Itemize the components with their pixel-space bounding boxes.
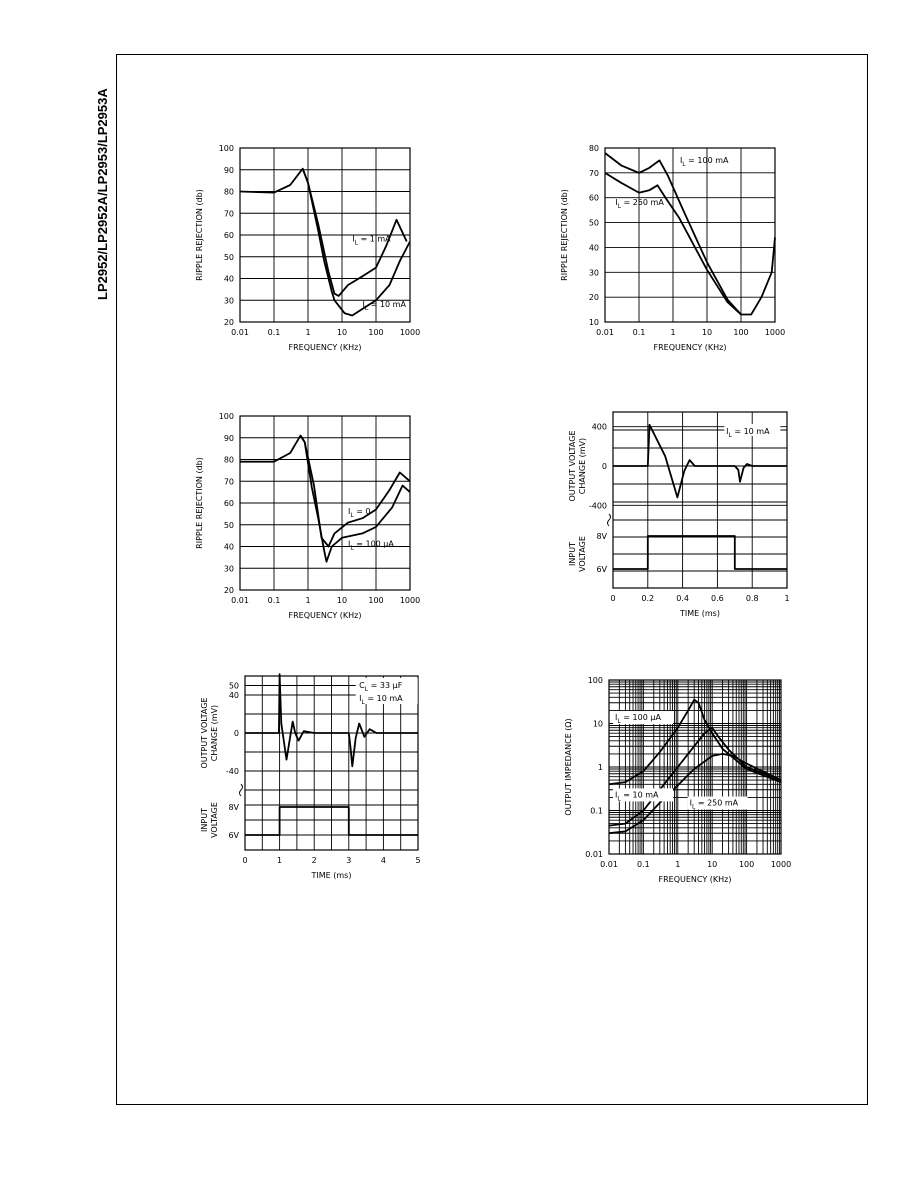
y-tick-label: 30 [223,296,234,306]
y-tick-label: 90 [223,433,234,443]
series-annotation: $I_L = 100$ mA [679,155,729,168]
x-tick-label: 0.2 [641,594,655,603]
x-tick-label: 3 [346,856,352,865]
x-tick-label: 1 [277,856,283,865]
y-tick-label: 80 [223,455,234,465]
series-annotation: $C_L = 33$ μF [359,681,403,693]
y-tick-label: 50 [223,252,234,262]
y-tick-label: 8V [596,532,607,541]
x-tick-label: 1 [305,328,311,337]
y-axis-label-input: INPUT [200,808,209,832]
series-curve [240,169,407,296]
y-tick-label: 100 [218,412,234,421]
x-tick-label: 0.01 [231,596,249,605]
y-tick-label: 100 [587,676,603,685]
series-annotation: $I_L = 100$ μA [347,539,394,552]
x-tick-label: 0.1 [267,596,281,605]
y-axis-label: OUTPUT VOLTAGE [568,430,577,502]
series-curve [605,153,775,315]
series-curve [240,436,410,547]
x-tick-label: 0.1 [267,328,281,337]
y-axis-label-input: VOLTAGE [210,802,219,838]
x-axis-label: TIME (ms) [680,609,720,618]
plot-frame [613,412,787,588]
x-axis-label: TIME (ms) [311,871,352,880]
y-tick-label: 60 [588,193,599,203]
y-tick-label: 70 [588,168,599,178]
x-tick-label: 100 [368,596,384,605]
y-tick-label: 10 [588,318,599,327]
x-tick-label: 1 [670,328,676,337]
x-tick-label: 0.01 [600,860,618,869]
y-tick-label: 90 [223,165,234,175]
series-annotation: $I_L = 10$ mA [726,427,770,439]
load-transient-chart-1 [555,408,795,633]
y-tick-label: 60 [223,231,234,240]
x-tick-label: 100 [738,860,755,869]
y-axis-label-input: INPUT [568,542,577,566]
y-axis-label-input: VOLTAGE [578,536,587,572]
y-tick-label: 0 [601,462,607,471]
y-tick-label: 1 [597,763,603,772]
y-axis-label: RIPPLE REJECTION (db) [195,189,204,281]
x-tick-label: 0.1 [632,328,646,337]
x-tick-label: 10 [336,596,348,605]
y-tick-label: -40 [225,767,239,776]
y-tick-label: 20 [223,318,234,327]
x-tick-label: 1000 [770,860,792,869]
y-tick-label: 20 [588,293,599,303]
x-axis-label: FREQUENCY (KHz) [288,611,362,620]
x-tick-label: 1 [675,860,681,869]
x-tick-label: 10 [707,860,718,869]
axis-break-icon [608,514,611,526]
y-axis-label: OUTPUT IMPEDANCE (Ω) [564,718,573,816]
y-axis-label: CHANGE (mV) [578,437,587,495]
x-tick-label: 1000 [399,596,421,605]
x-tick-label: 100 [733,328,749,337]
x-tick-label: 2 [311,856,317,865]
y-tick-label: 40 [228,691,239,700]
x-tick-label: 4 [380,856,386,865]
y-tick-label: 6V [228,831,239,840]
load-transient-chart-2 [190,672,430,897]
y-tick-label: 0.01 [585,850,603,859]
y-tick-label: 40 [223,274,234,284]
x-tick-label: 100 [368,328,384,337]
y-axis-label: OUTPUT VOLTAGE [200,697,209,769]
axis-break-icon [240,784,243,796]
y-tick-label: 50 [223,520,234,530]
x-tick-label: 1000 [764,328,786,337]
x-tick-label: 0.8 [745,594,759,603]
x-axis-label: FREQUENCY (KHz) [288,343,362,352]
x-tick-label: 0.01 [596,328,614,337]
x-tick-label: 1 [784,594,790,603]
y-axis-label: RIPPLE REJECTION (db) [195,457,204,549]
y-tick-label: 8V [228,803,239,812]
x-tick-label: 10 [701,328,713,337]
x-tick-label: 5 [415,856,421,865]
x-tick-label: 1000 [399,328,421,337]
y-tick-label: 10 [592,719,603,729]
x-tick-label: 0.4 [676,594,689,603]
series-annotation: $I_L = 1$ mA [352,234,391,247]
ripple-rejection-chart-1 [190,140,430,365]
series-annotation: $I_L = 10$ mA [359,694,403,706]
y-tick-label: 400 [591,422,607,432]
y-axis-label: CHANGE (mV) [210,704,219,762]
x-tick-label: 0 [610,594,616,603]
series-annotation: $I_L = 250$ mA [689,798,739,811]
y-tick-label: 6V [596,565,607,574]
series-annotation: $I_L = 10$ mA [615,790,659,803]
document-side-title: LP2952/LP2952A/LP2953/LP2953A [95,88,110,300]
y-tick-label: 100 [218,144,234,153]
y-tick-label: 0.1 [590,806,603,816]
y-axis-label: RIPPLE REJECTION (db) [560,189,569,281]
x-tick-label: 0.1 [637,860,650,869]
x-tick-label: 1 [305,596,311,605]
y-tick-label: 40 [588,243,599,253]
series-annotation: $I_L = 100$ μA [615,713,661,726]
y-tick-label: 20 [223,586,234,595]
y-tick-label: 50 [228,681,239,691]
x-tick-label: 0.01 [231,328,249,337]
y-tick-label: 30 [588,268,599,278]
y-tick-label: 80 [223,187,234,197]
y-tick-label: 50 [588,218,599,228]
series-annotation: $I_L = 250$ mA [615,198,664,211]
y-tick-label: 30 [223,564,234,574]
x-axis-label: FREQUENCY (KHz) [658,875,732,884]
y-tick-label: 80 [588,144,599,153]
x-tick-label: 0 [242,856,248,865]
output-impedance-chart [555,672,795,897]
y-tick-label: 70 [223,209,234,219]
ripple-rejection-chart-3 [190,408,430,633]
y-tick-label: 0 [233,729,239,738]
input-waveform [613,536,787,569]
y-tick-label: 70 [223,477,234,487]
x-tick-label: 0.6 [711,594,724,603]
plot-frame [605,148,775,322]
y-tick-label: 60 [223,499,234,508]
ripple-rejection-chart-2 [555,140,795,365]
x-axis-label: FREQUENCY (KHz) [653,343,727,352]
x-tick-label: 10 [336,328,348,337]
series-annotation: $I_L = 10$ mA [362,299,406,312]
y-tick-label: -400 [588,501,607,511]
series-annotation: $I_L = 0$ [347,506,371,519]
y-tick-label: 40 [223,542,234,552]
